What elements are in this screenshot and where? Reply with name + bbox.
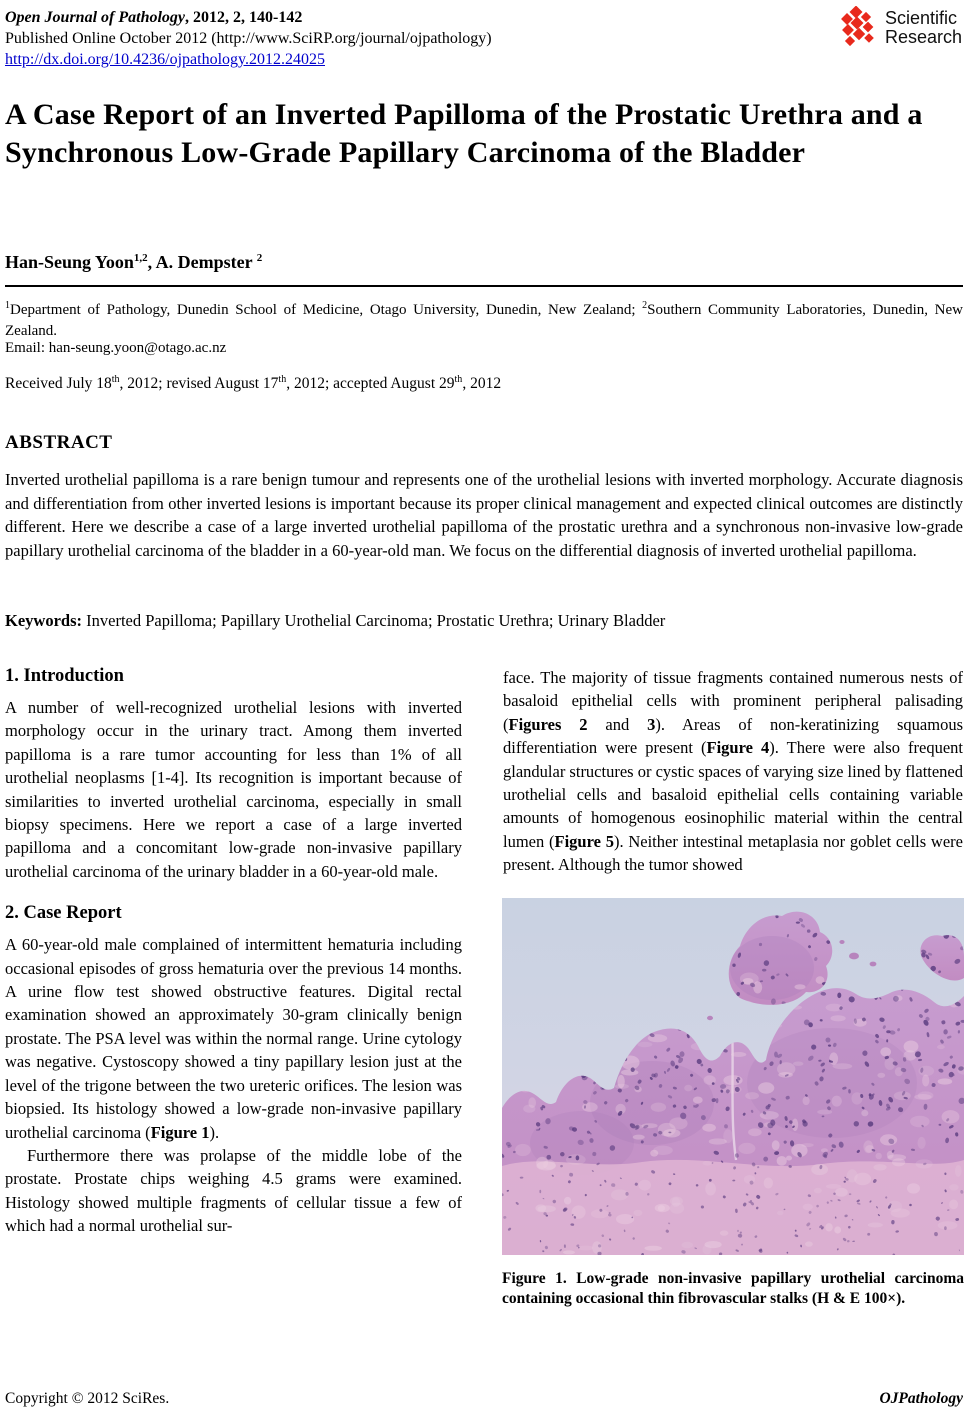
published-online-line: Published Online October 2012 (http://www.SciRP.org/journal/ojpathology) [5,30,492,47]
author-1: Han-Seung Yoon [5,252,134,272]
rc-text: face. The majority of tissue fragments contained numerous nests of basaloid epithelial cells with prominent peripheral palisading ( [503,668,963,734]
case-report-paragraph-1 [5,933,462,1144]
affil-1-sup: 1 [5,300,10,311]
figure1-reference: Figure 1 [150,1122,210,1142]
abstract-text: Inverted urothelial papilloma is a rare benign tumour and represents one of the urothelial lesions with inverted morphology. Accurate diagnosis and differentiation from other inverted lesions is important because its proper clinical management and expected clinical outcomes are distinctly different. Here we describe a case of a large inverted urothelial papilloma of the prostatic urethra and a synchronous non-invasive low-grade papillary urothelial carcinoma of the bladder in a 60-year-old man. We focus on the differential diagnosis of inverted urothelial papilloma. [5,470,963,560]
logo-diamonds-icon [835,6,881,50]
keywords-text: Inverted Papilloma; Papillary Urothelial Carcinoma; Prostatic Urethra; Urinary Bladder [82,611,666,630]
logo-word-scientific: Scientific [884,8,957,28]
keywords-line [5,611,963,631]
article-body-columns [5,666,963,1310]
journal-name: Open Journal of Pathology [5,9,186,26]
author-1-affil-sup: 1,2 [133,252,148,264]
received-seg: Received July 18 [5,375,112,393]
doi-link[interactable]: http://dx.doi.org/10.4236/ojpathology.2012.24025 [5,51,325,68]
received-sup: th [454,374,463,385]
affil-2-text: Southern Community Laboratories, Dunedin, New Zealand. [5,302,963,339]
case-report-paragraph-2: Furthermore there was prolapse of the middle lobe of the prostate. Prostate chips weighing 4.5 grams were examined. Histology showed multiple fragments of cellular tissue a few of which had a normal urothelial sur- [5,1145,462,1236]
copyright-text: Copyright © 2012 SciRes. [5,1390,170,1407]
running-journal-title: OJPathology [879,1390,963,1407]
received-seg: , 2012; revised August 17 [119,375,279,393]
article-title: A Case Report of an Inverted Papilloma of the Prostatic Urethra and a Synchronous Low-Grade Papillary Carcinoma of the Bladder [5,98,923,169]
received-seg: , 2012; accepted August 29 [286,375,455,393]
received-sup: th [111,374,120,385]
received-seg: , 2012 [462,375,502,393]
journal-citation-line [5,7,963,28]
abstract-heading: ABSTRACT [5,432,113,453]
journal-issue: , 2012, 2, 140-142 [185,9,303,26]
received-dates-line [5,374,963,393]
figure-5-reference: Figure 5 [554,831,614,851]
section-heading-case-report: 2. Case Report [5,903,122,924]
affiliations [5,295,963,342]
figure-4-reference: Figure 4 [706,738,770,758]
left-column [5,666,462,1310]
author-divider-rule [5,285,963,287]
email-line: Email: han-seung.yoon@otago.ac.nz [5,340,227,356]
scientific-research-logo [835,6,962,50]
rc-text: and [587,714,648,734]
affil-1-text: Department of Pathology, Dunedin School of Medicine, Otago University, Dunedin, New Zealand; [10,302,643,318]
figure1 [502,898,964,1310]
logo-wordmark [885,9,962,47]
logo-word-research: Research [884,27,962,47]
page-footer [5,1390,963,1408]
received-sup: th [278,374,287,385]
author-2: , A. Dempster [147,252,257,272]
introduction-paragraph: A number of well-recognized urothelial lesions with inverted morphology occur in the urinary tract. Among them inverted papilloma is a rare tumor accounting for less than 1% of all urothelial neoplasms [1-4]. Its recognition is important because of similarities to inverted urothelial carcinoma, especially in small biopsy specimens. Here we report a case of a large inverted papilloma and a concomitant low-grade non-invasive papillary urothelial carcinoma of the urinary bladder in a 60-year-old male. [5,698,462,881]
figure1-micrograph [502,898,964,1255]
figure-3-reference: 3 [647,714,656,734]
journal-header [5,7,963,70]
right-column [503,666,963,1310]
right-column-paragraph [503,666,963,877]
rc-text: ). Neither intestinal metaplasia nor goblet cells were present. Although the tumor showed [503,831,963,875]
figure1-caption: Figure 1. Low-grade non-invasive papillary urothelial carcinoma containing occasional thin fibrovascular stalks (H & E 100×). [502,1269,964,1308]
author-2-affil-sup: 2 [256,252,263,264]
affil-2-sup: 2 [642,300,648,311]
section-heading-introduction: 1. Introduction [5,666,124,686]
authors-line [5,252,963,273]
rc-text: ). Areas of non-keratinizing squamous differentiation were present ( [503,714,963,758]
case-report-p1-text: A 60-year-old male complained of intermittent hematuria including occasional episodes of gross hematuria over the previous 14 months. A urine flow test showed obstructive features. Digital rectal examination showed an approximately 30-gram clinically benign prostate. The PSA level was within the normal range. Urine cytology was negative. Cystoscopy showed a tiny papillary lesion just at the level of the trigone between the two ureteric orifices. The lesion was biopsied. Its histology showed a low-grade non-invasive papillary urothelial carcinoma ( [5,935,462,1142]
rc-text: ). There were also frequent glandular structures or cystic spaces of varying size lined by flattened urothelial cells and basaloid epithelial cells containing variable amounts of homogenous eosinophilic material within the central lumen ( [503,738,964,851]
case-report-p1-end: ). [209,1122,220,1142]
keywords-label: Keywords: [5,611,82,630]
figures-2-reference: Figures 2 [508,714,588,734]
